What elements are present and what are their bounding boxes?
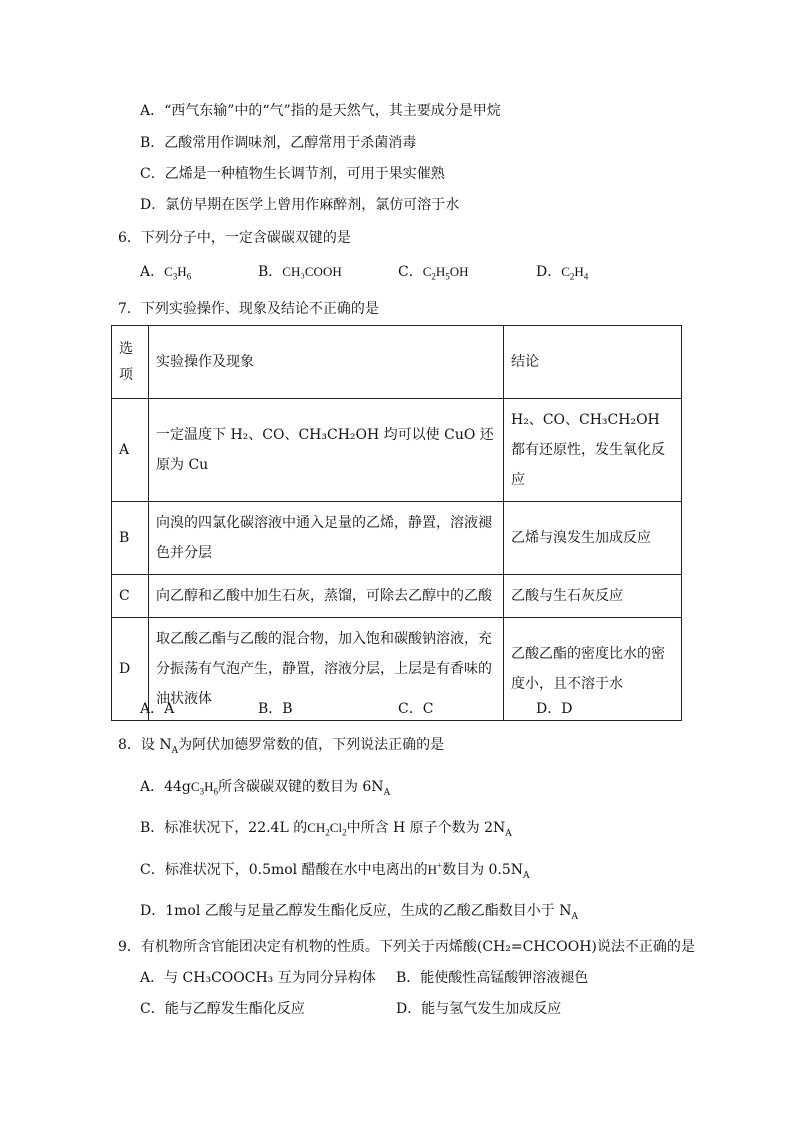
q9-option-a: A．与 CH₃COOCH₃ 互为同分异构体 [140, 970, 376, 986]
row-label: C [112, 575, 149, 618]
q7-option-b: B．B [258, 701, 293, 717]
q8-a-part2: 所含碳碳双键的数目为 6N [217, 779, 384, 795]
q8-option-d [140, 901, 578, 921]
q8-a-sub: A [383, 787, 391, 798]
row-conclusion: 乙酸乙酯的密度比水的密度小，且不溶于水 [504, 618, 682, 721]
row-label: B [112, 502, 149, 575]
q8-a-formula: $C_3H_6$ [190, 779, 218, 797]
q8-stem-part1: 8．设 N [118, 737, 172, 753]
q8-b-part1: B．标准状况下，22.4L 的 [140, 820, 308, 836]
q9-option-c: C．能与乙醇发生酯化反应 [140, 1001, 305, 1017]
q6-b-prefix: B． [258, 264, 283, 280]
q5-option-d: D．氯仿早期在医学上曾用作麻醉剂，氯仿可溶于水 [140, 197, 460, 213]
q6-option-b [258, 262, 342, 282]
row-conclusion: 乙酸与生石灰反应 [504, 575, 682, 618]
q9-option-d: D．能与氢气发生加成反应 [396, 1001, 562, 1017]
q6-option-c [398, 262, 469, 282]
q6-b-formula: CH₃COOH [282, 264, 342, 279]
q8-c-part1: C．标准状况下，0.5mol 醋酸在水中电离出的 [140, 862, 428, 878]
q8-option-a [140, 777, 390, 797]
q8-c-formula: H+ [427, 860, 443, 877]
q7-option-a: A．A [140, 701, 175, 717]
q8-a-part1: A．44g [140, 779, 191, 795]
table-row [112, 399, 682, 502]
table-row [112, 502, 682, 575]
header-operation: 实验操作及现象 [149, 326, 504, 399]
table-row [112, 575, 682, 618]
q8-stem [118, 735, 444, 755]
q6-d-formula: $C_2H_4$ [561, 264, 589, 282]
row-conclusion: 乙烯与溴发生加成反应 [504, 502, 682, 575]
q5-option-b: B．乙酸常用作调味剂，乙醇常用于杀菌消毒 [140, 135, 417, 151]
header-conclusion: 结论 [504, 326, 682, 399]
q7-option-c: C．C [398, 701, 434, 717]
row-operation: 取乙酸乙酯与乙酸的混合物，加入饱和碳酸钠溶液，充分振荡有气泡产生，静置，溶液分层，上层是有香味的油状液体 [149, 618, 504, 721]
q6-a-formula: $C_3H_6$ [164, 264, 192, 282]
q6-c-formula: $C_2H_5OH$ [422, 264, 469, 282]
row-label: D [112, 618, 149, 721]
q6-c-prefix: C． [398, 264, 423, 280]
q8-d-sub: A [571, 911, 578, 922]
q8-b-part2: 中所含 H 原子个数为 2N [346, 820, 506, 836]
q5-option-c: C．乙烯是一种植物生长调节剂，可用于果实催熟 [140, 166, 445, 182]
row-label: A [112, 399, 149, 502]
q9-options-row1 [140, 968, 680, 988]
q8-c-sub: A [523, 870, 530, 881]
q6-options [140, 262, 700, 282]
q6-stem: 6．下列分子中，一定含碳碳双键的是 [118, 230, 351, 246]
q6-d-prefix: D． [536, 264, 562, 280]
header-option: 选项 [112, 326, 149, 399]
q8-b-formula: $CH_2Cl_2$ [307, 820, 347, 838]
q7-options [140, 699, 700, 719]
q8-sub: A [171, 745, 179, 756]
q6-option-a [140, 262, 191, 282]
table-header-row [112, 326, 682, 399]
q8-stem-part2: 为阿伏加德罗常数的值，下列说法正确的是 [178, 737, 445, 753]
q9-option-b: B．能使酸性高锰酸钾溶液褪色 [396, 970, 589, 986]
q5-option-a: A．“西气东输”中的“气”指的是天然气，其主要成分是甲烷 [140, 103, 501, 119]
q7-stem: 7．下列实验操作、现象及结论不正确的是 [118, 301, 379, 317]
q8-b-sub: A [505, 828, 512, 839]
q9-stem: 9．有机物所含官能团决定有机物的性质。下列关于丙烯酸(CH₂=CHCOOH)说法不正确的是 [118, 939, 695, 955]
q8-option-b [140, 818, 512, 838]
q8-option-c [140, 860, 530, 880]
q9-options-row2 [140, 999, 680, 1019]
row-operation: 一定温度下 H₂、CO、CH₃CH₂OH 均可以使 CuO 还原为 Cu [149, 399, 504, 502]
q6-option-d [536, 262, 588, 282]
q7-option-d: D．D [536, 701, 573, 717]
q6-a-prefix: A． [140, 264, 165, 280]
q8-c-part2: 数目为 0.5N [442, 862, 524, 878]
q7-table [111, 325, 682, 721]
q8-d-part1: D．1mol 乙酸与足量乙醇发生酯化反应，生成的乙酸乙酯数目小于 N [140, 903, 572, 919]
row-operation: 向溴的四氯化碳溶液中通入足量的乙烯，静置，溶液褪色并分层 [149, 502, 504, 575]
row-conclusion: H₂、CO、CH₃CH₂OH 都有还原性，发生氧化反应 [504, 399, 682, 502]
row-operation: 向乙醇和乙酸中加生石灰，蒸馏，可除去乙醇中的乙酸 [149, 575, 504, 618]
